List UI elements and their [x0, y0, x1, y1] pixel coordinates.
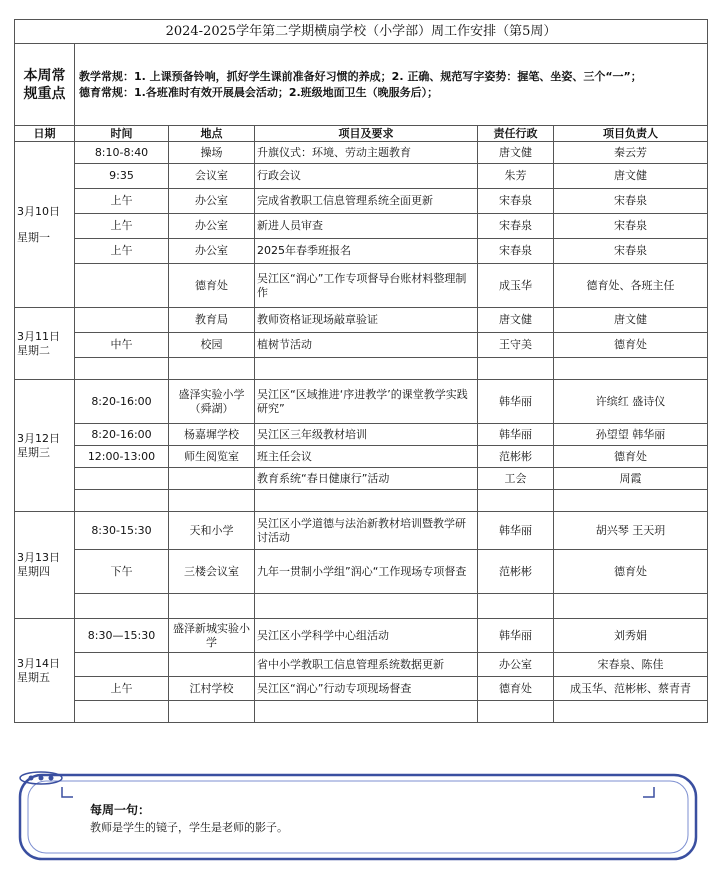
day-cell	[15, 380, 75, 512]
focus-label-line1: 本周常	[23, 67, 66, 84]
header-place: 地点	[169, 126, 255, 142]
item-cell: 升旗仪式：环境、劳动主题教育	[255, 142, 478, 164]
time-cell	[75, 701, 169, 723]
item-cell: 教育系统“春日健康行”活动	[255, 468, 478, 490]
item-cell	[255, 358, 478, 380]
table-row	[15, 358, 708, 380]
place-cell: 师生阅览室	[169, 446, 255, 468]
owner-cell: 秦云芳	[554, 142, 708, 164]
admin-cell: 韩华丽	[478, 619, 554, 653]
time-cell	[75, 653, 169, 677]
place-cell: 校园	[169, 333, 255, 358]
table-row	[15, 164, 708, 189]
header-time: 时间	[75, 126, 169, 142]
admin-cell: 宋春泉	[478, 214, 554, 239]
time-cell	[75, 358, 169, 380]
table-row	[15, 512, 708, 550]
weekday-label: 星期四	[17, 565, 50, 578]
owner-cell: 宋春泉	[554, 239, 708, 264]
owner-cell: 孙望望 韩华丽	[554, 424, 708, 446]
time-cell	[75, 594, 169, 619]
place-cell	[169, 594, 255, 619]
owner-cell: 刘秀娟	[554, 619, 708, 653]
admin-cell	[478, 490, 554, 512]
weekday-label: 星期一	[17, 230, 50, 244]
quote-title: 每周一句：	[90, 803, 151, 817]
admin-cell	[478, 701, 554, 723]
admin-cell	[478, 594, 554, 619]
item-cell: 完成省教职工信息管理系统全面更新	[255, 189, 478, 214]
item-cell: 班主任会议	[255, 446, 478, 468]
table-row	[15, 446, 708, 468]
table-row	[15, 490, 708, 512]
place-cell: 盛泽新城实验小学	[169, 619, 255, 653]
schedule-sheet	[14, 19, 707, 723]
time-cell: 上午	[75, 189, 169, 214]
table-row	[15, 264, 708, 308]
admin-cell: 宋春泉	[478, 239, 554, 264]
time-cell: 8:30-15:30	[75, 512, 169, 550]
schedule-table	[14, 19, 708, 723]
table-row	[15, 653, 708, 677]
owner-cell	[554, 701, 708, 723]
admin-cell: 范彬彬	[478, 550, 554, 594]
table-row	[15, 424, 708, 446]
moral-routine-text: 德育常规：1.各班准时有效开展晨会活动；2.班级地面卫生（晚服务后）；	[79, 85, 439, 99]
table-row	[15, 550, 708, 594]
focus-content	[75, 44, 708, 126]
item-cell: 植树节活动	[255, 333, 478, 358]
item-cell	[255, 594, 478, 619]
day-cell	[15, 308, 75, 380]
owner-cell	[554, 594, 708, 619]
admin-cell: 工会	[478, 468, 554, 490]
table-row	[15, 333, 708, 358]
weekly-quote-box	[18, 771, 700, 864]
admin-cell: 韩华丽	[478, 424, 554, 446]
owner-cell: 宋春泉	[554, 189, 708, 214]
item-cell: 新进人员审查	[255, 214, 478, 239]
table-row	[15, 239, 708, 264]
admin-cell: 宋春泉	[478, 189, 554, 214]
page-title: 2024-2025学年第二学期横扇学校（小学部）周工作安排（第5周）	[15, 20, 708, 44]
place-cell	[169, 358, 255, 380]
owner-cell: 宋春泉、陈佳	[554, 653, 708, 677]
item-cell: 吴江区三年级教材培训	[255, 424, 478, 446]
header-date: 日期	[15, 126, 75, 142]
place-cell: 德育处	[169, 264, 255, 308]
weekday-label: 星期二	[17, 343, 50, 357]
date-label: 3月14日	[17, 656, 60, 670]
admin-cell: 王守美	[478, 333, 554, 358]
admin-cell: 唐文健	[478, 308, 554, 333]
place-cell: 操场	[169, 142, 255, 164]
focus-label	[15, 44, 75, 126]
date-label: 3月13日	[17, 551, 60, 564]
owner-cell: 周霞	[554, 468, 708, 490]
table-row	[15, 594, 708, 619]
owner-cell: 德育处	[554, 333, 708, 358]
place-cell: 办公室	[169, 239, 255, 264]
item-cell: 吴江区小学科学中心组活动	[255, 619, 478, 653]
table-row	[15, 308, 708, 333]
time-cell	[75, 264, 169, 308]
item-cell: 吴江区“润心”工作专项督导台账材料整理制作	[255, 264, 478, 308]
admin-cell	[478, 358, 554, 380]
time-cell: 上午	[75, 214, 169, 239]
item-cell: 吴江区小学道德与法治新教材培训暨教学研讨活动	[255, 512, 478, 550]
admin-cell: 朱芳	[478, 164, 554, 189]
header-owner: 项目负责人	[554, 126, 708, 142]
place-cell: 教育局	[169, 308, 255, 333]
date-label: 3月10日	[17, 204, 60, 218]
focus-label-line2: 规重点	[23, 85, 66, 102]
place-cell: 杨嘉墀学校	[169, 424, 255, 446]
place-cell: 江村学校	[169, 677, 255, 701]
admin-cell: 德育处	[478, 677, 554, 701]
owner-cell	[554, 490, 708, 512]
item-cell	[255, 701, 478, 723]
time-cell: 9:35	[75, 164, 169, 189]
place-cell: 盛泽实验小学（舜湖）	[169, 380, 255, 424]
day-cell	[15, 142, 75, 308]
place-cell	[169, 701, 255, 723]
admin-cell: 唐文健	[478, 142, 554, 164]
owner-cell: 胡兴琴 王天玥	[554, 512, 708, 550]
date-label: 3月11日	[17, 329, 60, 343]
time-cell: 8:10-8:40	[75, 142, 169, 164]
owner-cell: 德育处	[554, 550, 708, 594]
table-header-row	[15, 126, 708, 142]
date-label: 3月12日	[17, 431, 60, 445]
place-cell: 会议室	[169, 164, 255, 189]
place-cell	[169, 468, 255, 490]
time-cell	[75, 468, 169, 490]
table-row	[15, 189, 708, 214]
item-cell: 吴江区“区域推进‘序进教学’的课堂教学实践研究”	[255, 380, 478, 424]
table-row	[15, 701, 708, 723]
owner-cell: 唐文健	[554, 308, 708, 333]
table-row	[15, 142, 708, 164]
table-row	[15, 619, 708, 653]
place-cell	[169, 653, 255, 677]
time-cell: 8:20-16:00	[75, 380, 169, 424]
decorative-dots-icon	[18, 771, 64, 785]
time-cell	[75, 490, 169, 512]
owner-cell: 成玉华、范彬彬、蔡青青	[554, 677, 708, 701]
admin-cell: 办公室	[478, 653, 554, 677]
place-cell	[169, 490, 255, 512]
owner-cell: 唐文健	[554, 164, 708, 189]
weekday-label: 星期三	[17, 445, 50, 459]
owner-cell: 德育处、各班主任	[554, 264, 708, 308]
header-admin: 责任行政	[478, 126, 554, 142]
time-cell	[75, 308, 169, 333]
item-cell: 2025年春季班报名	[255, 239, 478, 264]
item-cell: 省中小学教职工信息管理系统数据更新	[255, 653, 478, 677]
place-cell: 办公室	[169, 214, 255, 239]
item-cell: 吴江区“润心”行动专项现场督查	[255, 677, 478, 701]
time-cell: 8:30—15:30	[75, 619, 169, 653]
time-cell: 12:00-13:00	[75, 446, 169, 468]
header-item: 项目及要求	[255, 126, 478, 142]
admin-cell: 范彬彬	[478, 446, 554, 468]
time-cell: 中午	[75, 333, 169, 358]
place-cell: 天和小学	[169, 512, 255, 550]
table-row	[15, 468, 708, 490]
time-cell: 8:20-16:00	[75, 424, 169, 446]
item-cell: 行政会议	[255, 164, 478, 189]
place-cell: 办公室	[169, 189, 255, 214]
owner-cell	[554, 358, 708, 380]
day-cell	[15, 512, 75, 619]
quote-text: 教师是学生的镜子，学生是老师的影子。	[90, 821, 288, 834]
time-cell: 上午	[75, 677, 169, 701]
owner-cell: 宋春泉	[554, 214, 708, 239]
item-cell	[255, 490, 478, 512]
owner-cell: 德育处	[554, 446, 708, 468]
item-cell: 教师资格证现场敲章验证	[255, 308, 478, 333]
owner-cell: 许缤红 盛诗仪	[554, 380, 708, 424]
weekday-label: 星期五	[17, 670, 50, 684]
time-cell: 下午	[75, 550, 169, 594]
table-row	[15, 380, 708, 424]
place-cell: 三楼会议室	[169, 550, 255, 594]
table-row	[15, 677, 708, 701]
table-row	[15, 214, 708, 239]
time-cell: 上午	[75, 239, 169, 264]
teaching-routine-text: 教学常规：1. 上课预备铃响，抓好学生课前准备好习惯的养成；2. 正确、规范写字姿势：握笔、坐姿、三个“一”；	[79, 69, 642, 83]
day-cell	[15, 619, 75, 723]
admin-cell: 韩华丽	[478, 380, 554, 424]
item-cell: 九年一贯制小学组”润心“工作现场专项督查	[255, 550, 478, 594]
admin-cell: 韩华丽	[478, 512, 554, 550]
admin-cell: 成玉华	[478, 264, 554, 308]
